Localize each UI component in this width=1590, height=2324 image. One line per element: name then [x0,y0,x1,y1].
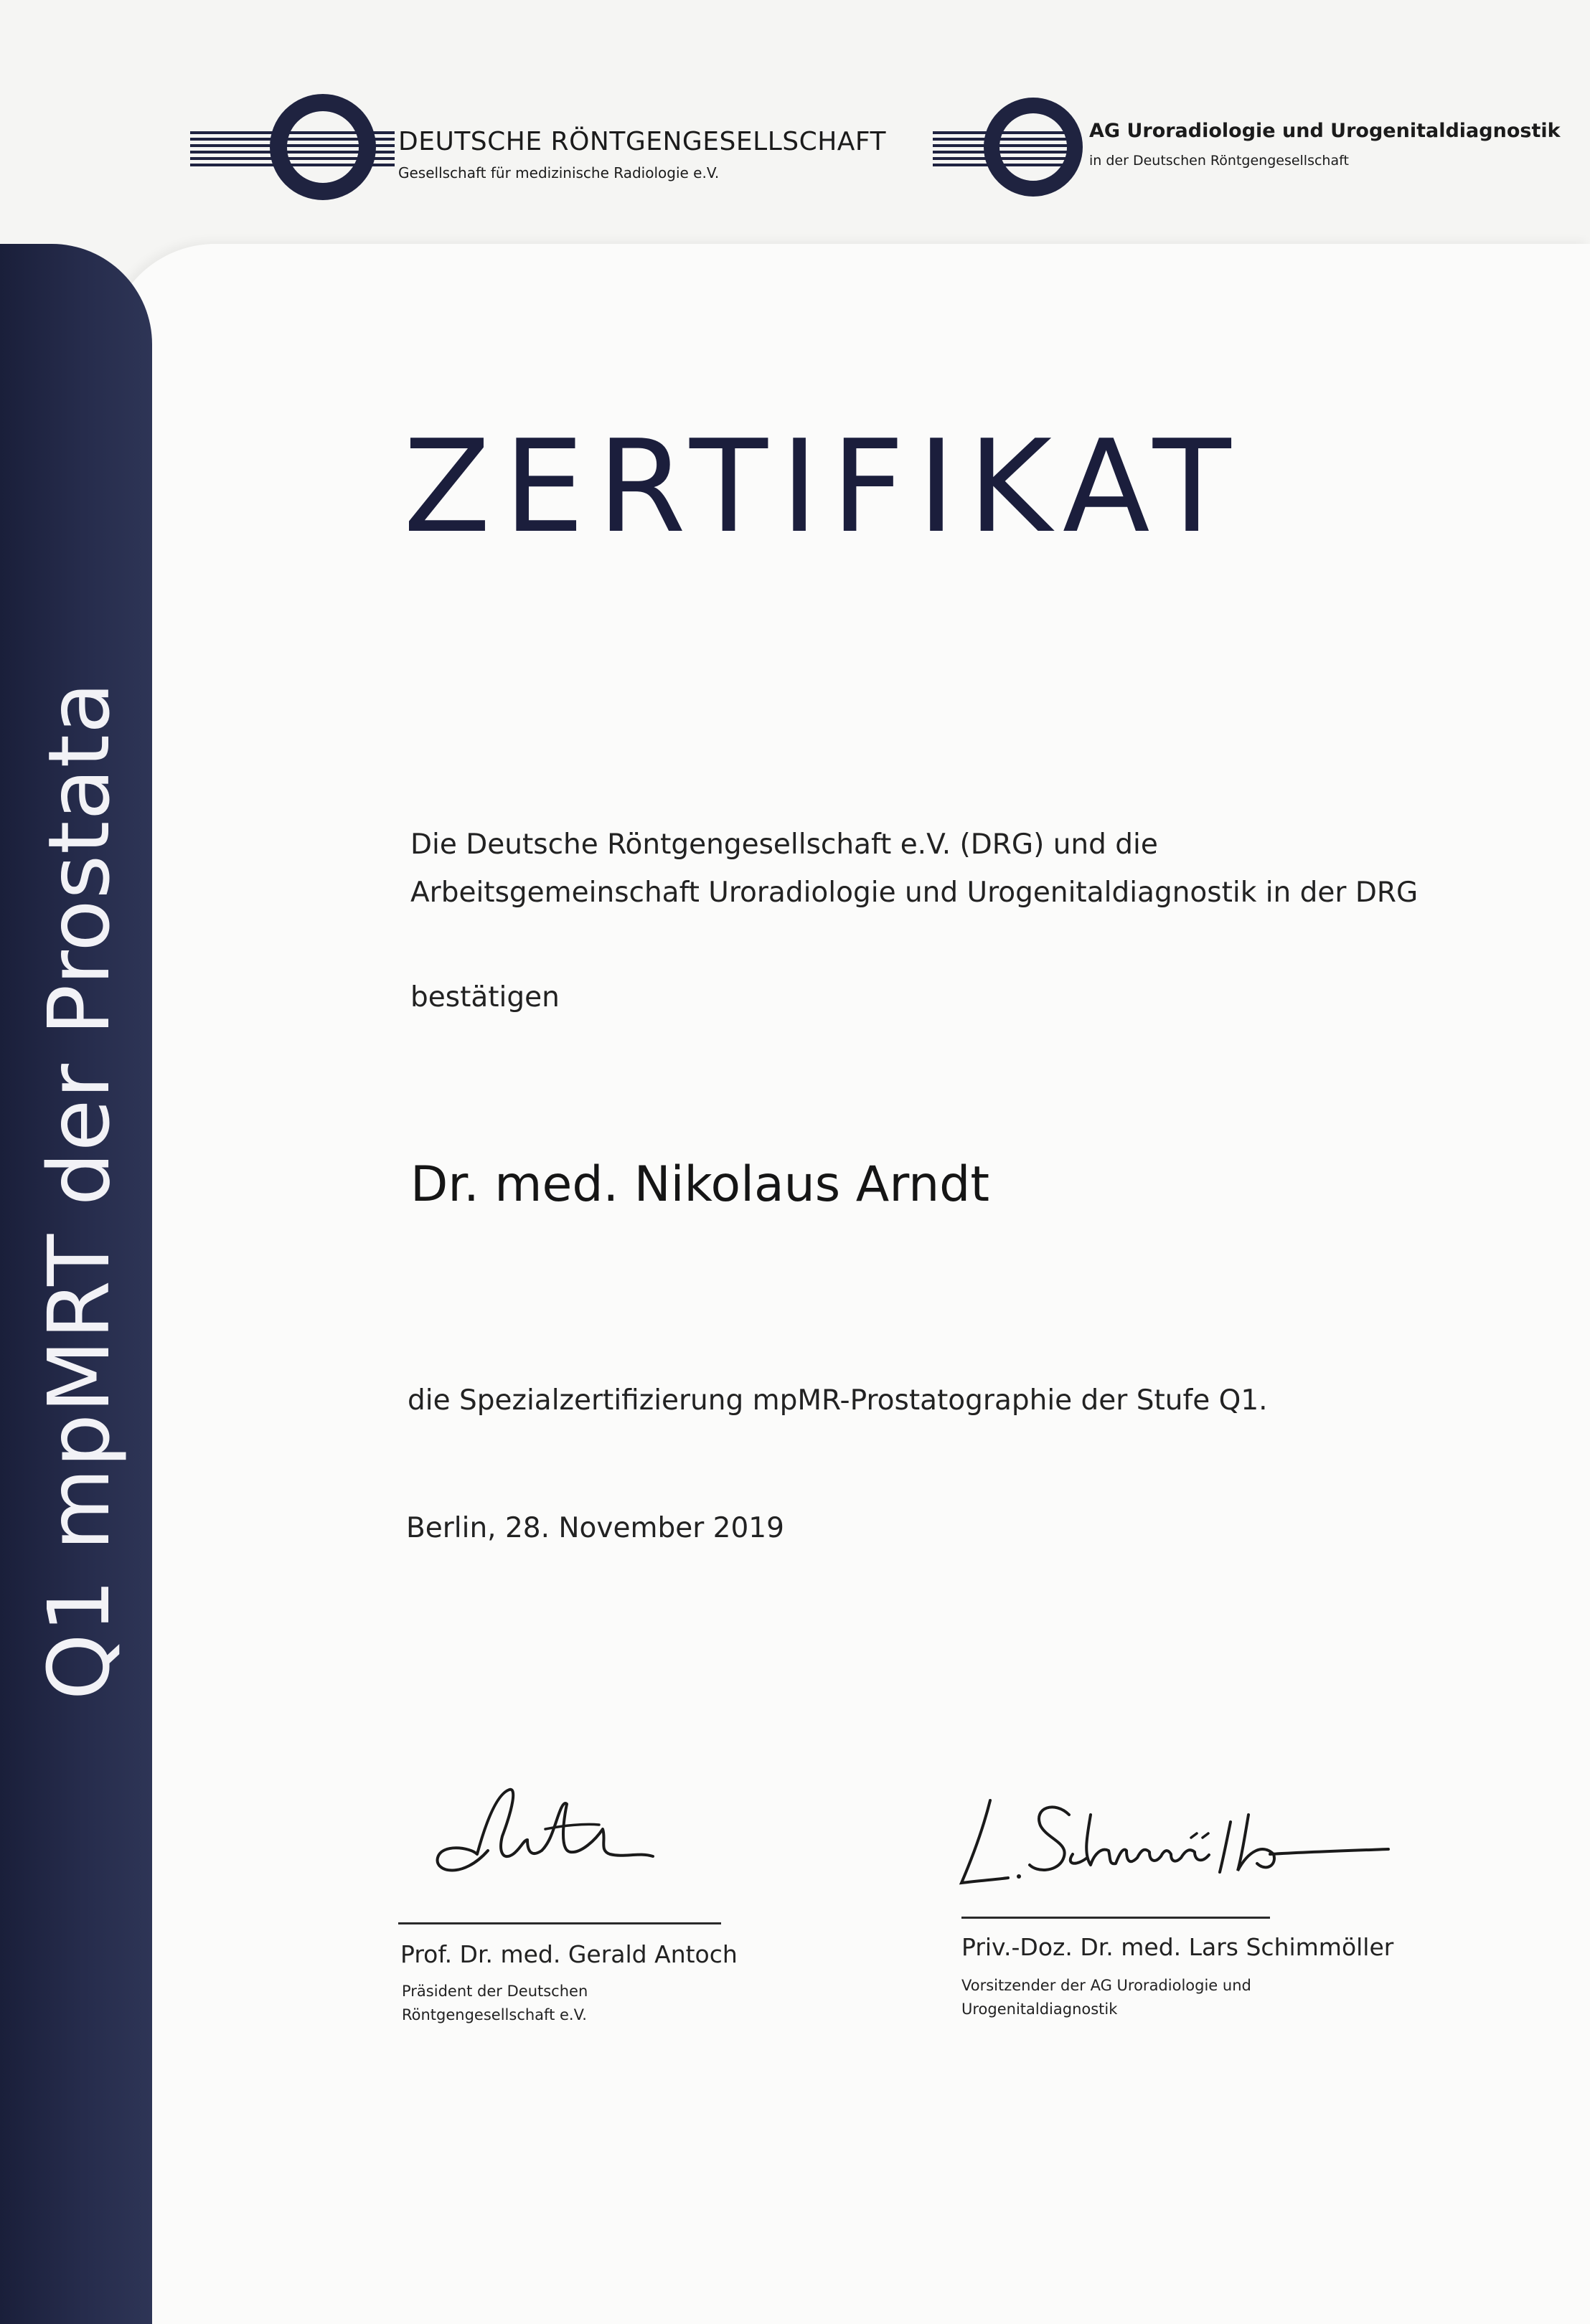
ag-logo [933,90,1564,204]
signatory-1-name: Prof. Dr. med. Gerald Antoch [400,1940,738,1968]
drg-subtitle: Gesellschaft für medizinische Radiologie e.V. [398,164,720,181]
signature-antoch [420,1772,657,1894]
sidebar-band [0,244,152,2324]
recipient-name: Dr. med. Nikolaus Arndt [410,1156,990,1213]
place-date: Berlin, 28. November 2019 [406,1512,784,1544]
signatory-1-role-line2: Röntgengesellschaft e.V. [402,2006,587,2023]
signature-line-2 [961,1917,1270,1919]
drg-logo [190,90,893,204]
signatory-1-role-line1: Präsident der Deutschen [402,1983,588,2000]
intro-line-2: Arbeitsgemeinschaft Uroradiologie und Urogenitaldiagnostik in der DRG [410,877,1419,909]
certificate-title: ZERTIFIKAT [403,412,1244,561]
ag-logo-icon [933,90,1083,204]
signature-schimmoeller [947,1786,1392,1894]
confirm-text: bestätigen [410,981,560,1014]
sidebar-label: Q1 mpMRT der Prostata [29,681,128,1701]
ag-name: AG Uroradiologie und Urogenitaldiagnostik [1089,120,1561,142]
drg-name: DEUTSCHE RÖNTGENGESELLSCHAFT [398,127,886,156]
specialization-text: die Spezialzertifizierung mpMR-Prostatographie der Stufe Q1. [408,1384,1268,1417]
signatory-2-role [961,1974,1251,2021]
signatory-2-name: Priv.-Doz. Dr. med. Lars Schimmöller [961,1933,1394,1961]
signature-line-1 [398,1922,721,1924]
signatory-2-role-line2: Urogenitaldiagnostik [961,2001,1118,2018]
signatory-2-role-line1: Vorsitzender der AG Uroradiologie und [961,1977,1251,1994]
drg-logo-icon [190,90,398,204]
signatory-1-role [402,1980,588,2027]
ag-subtitle: in der Deutschen Röntgengesellschaft [1089,153,1349,169]
intro-line-1: Die Deutsche Röntgengesellschaft e.V. (DRG) und die [410,828,1158,861]
